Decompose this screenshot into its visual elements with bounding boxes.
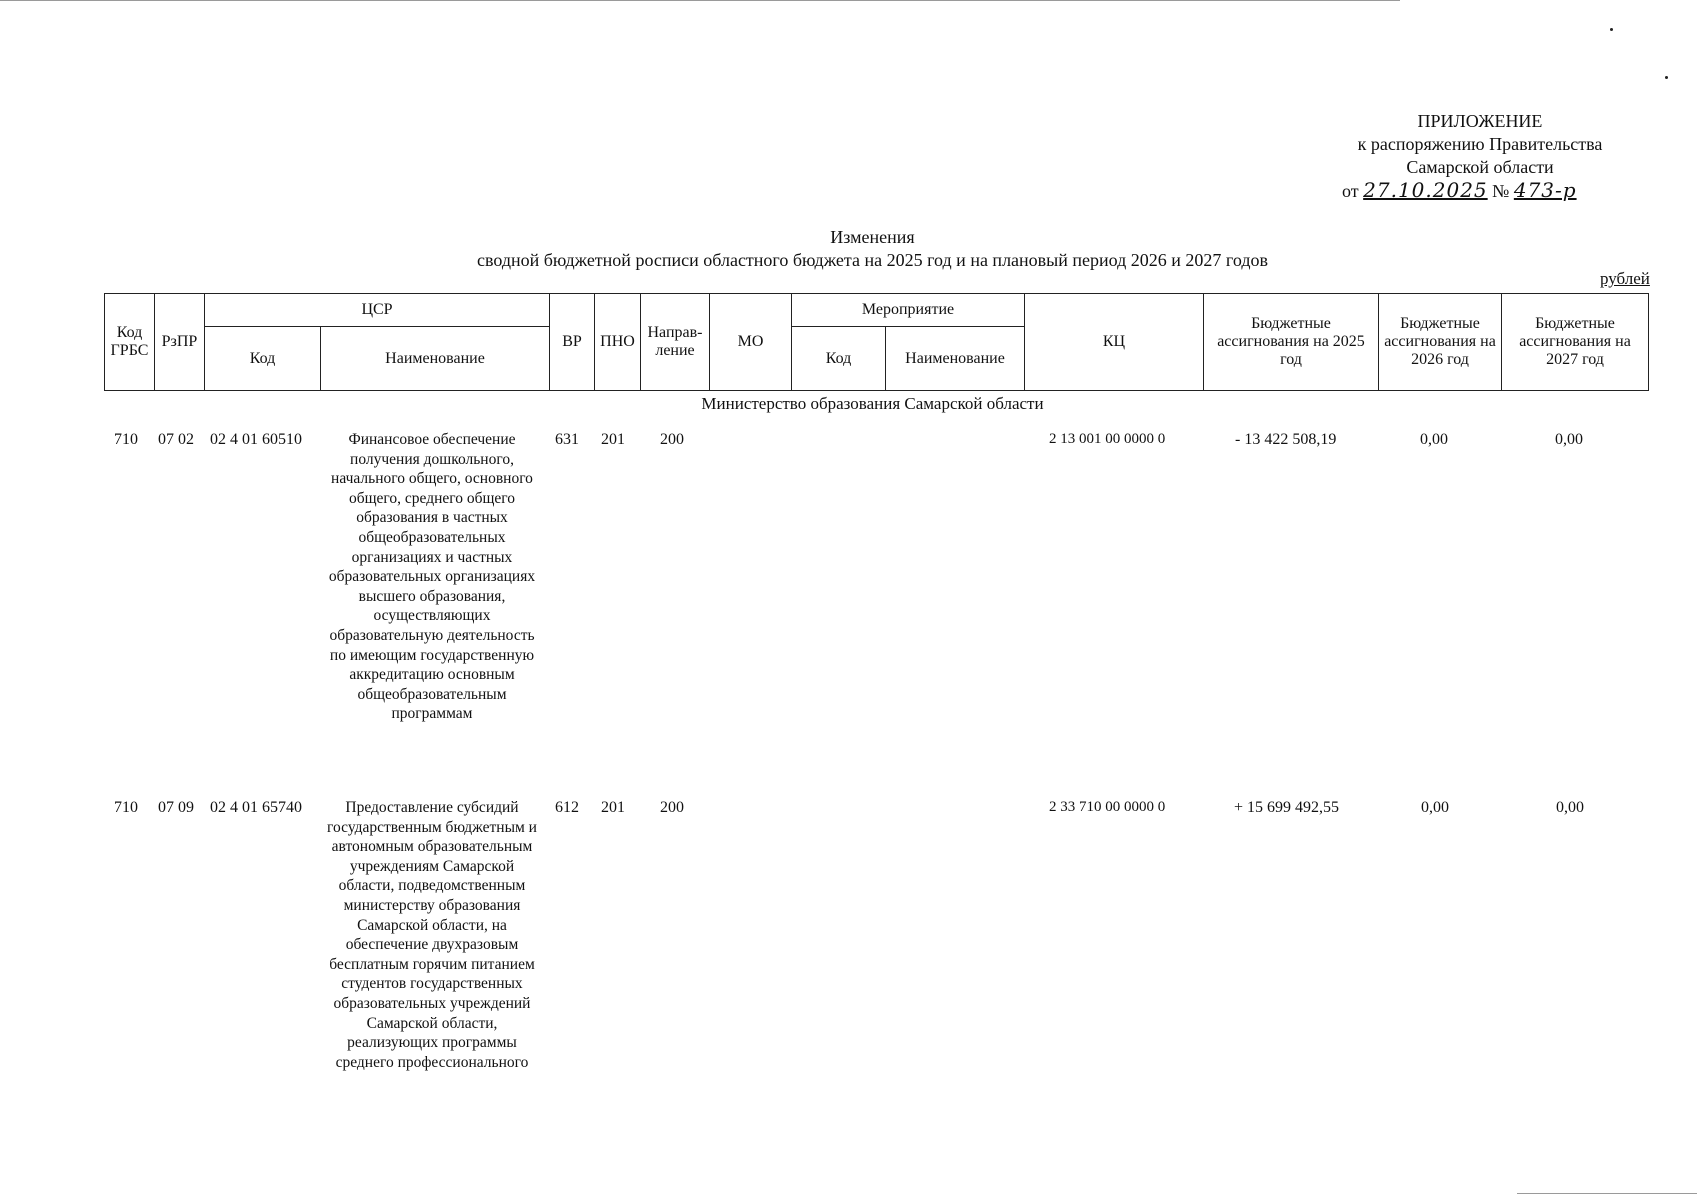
row-rzpr: 07 02 [158, 431, 194, 448]
row-vr: 612 [555, 799, 579, 816]
header-alloc-2025: Бюджетные ассигнования на 2025 год [1204, 294, 1379, 391]
row-kc: 2 13 001 00 0000 0 [1049, 431, 1166, 447]
row-alloc-2025: - 13 422 508,19 [1235, 431, 1337, 448]
row-pno: 201 [601, 431, 625, 448]
row-kc: 2 33 710 00 0000 0 [1049, 799, 1166, 815]
appendix-line1: к распоряжению Правительства [1357, 134, 1603, 154]
scan-speck [1665, 76, 1668, 79]
title-line2: сводной бюджетной росписи областного бюджета на 2025 год и на плановый период 2026 и 2027 годов [477, 250, 1268, 270]
row-alloc-2025: + 15 699 492,55 [1234, 799, 1340, 816]
row-alloc-2026: 0,00 [1421, 799, 1449, 816]
header-mo: МО [710, 294, 792, 391]
scan-edge-line [1517, 1193, 1697, 1194]
section-title: Министерство образования Самарской области [701, 394, 1044, 413]
title-line1: Изменения [830, 227, 915, 247]
header-csr-code: Код [205, 327, 321, 391]
appendix-title: ПРИЛОЖЕНИЕ [1417, 111, 1543, 131]
appendix-dateline [1330, 179, 1630, 203]
header-pno: ПНО [595, 294, 641, 391]
order-date: 27.10.2025 [1363, 178, 1488, 202]
units-label: рублей [1600, 269, 1650, 288]
header-csr-name: Наименование [321, 327, 550, 391]
row-alloc-2027: 0,00 [1556, 799, 1584, 816]
scan-edge-line [0, 0, 1400, 1]
header-event-code: Код [792, 327, 886, 391]
header-rzpr: РзПР [155, 294, 205, 391]
row-direction: 200 [660, 799, 684, 816]
number-label: № [1492, 181, 1510, 201]
row-csr-code: 02 4 01 60510 [210, 431, 302, 448]
header-alloc-2027: Бюджетные ассигнования на 2027 год [1502, 294, 1649, 391]
appendix-line2: Самарской области [1406, 157, 1554, 177]
row-alloc-2027: 0,00 [1555, 431, 1583, 448]
row-csr-code: 02 4 01 65740 [210, 799, 302, 816]
header-event-name: Наименование [886, 327, 1025, 391]
header-csr: ЦСР [205, 294, 550, 327]
header-event: Мероприятие [792, 294, 1025, 327]
row-direction: 200 [660, 431, 684, 448]
row-grbs: 710 [114, 799, 138, 816]
order-number: 473-р [1513, 178, 1577, 202]
row-grbs: 710 [114, 431, 138, 448]
header-vr: ВР [550, 294, 595, 391]
header-alloc-2026: Бюджетные ассигнования на 2026 год [1379, 294, 1502, 391]
from-label: от [1342, 181, 1359, 201]
scan-speck [1610, 28, 1613, 31]
row-pno: 201 [601, 799, 625, 816]
table-header [104, 293, 1649, 391]
header-kc: КЦ [1025, 294, 1204, 391]
row-alloc-2026: 0,00 [1420, 431, 1448, 448]
appendix-block [1330, 110, 1630, 203]
row-csr-name: Предоставление субсидий государственным бюджетным и автономным образовательным учреждениям Самарской области, подведомственным министерству образования Самарской области, на обеспечение двухразовым бесплатным горячим питанием студентов государственных образовательных учреждений Самарской области, реализующих программы среднего профессионального [327, 799, 537, 1071]
row-rzpr: 07 09 [158, 799, 194, 816]
header-grbs: Код ГРБС [105, 294, 155, 391]
row-vr: 631 [555, 431, 579, 448]
header-direction: Направ- ление [641, 294, 710, 391]
row-csr-name: Финансовое обеспечение получения дошкольного, начального общего, основного общего, среднего общего образования в частных общеобразовательных организациях и частных образовательных организациях высшего образования, осуществляющих образовательную деятельность по имеющим государственную аккредитацию основным общеобразовательным программам [328, 431, 536, 723]
document-title [0, 226, 1697, 272]
